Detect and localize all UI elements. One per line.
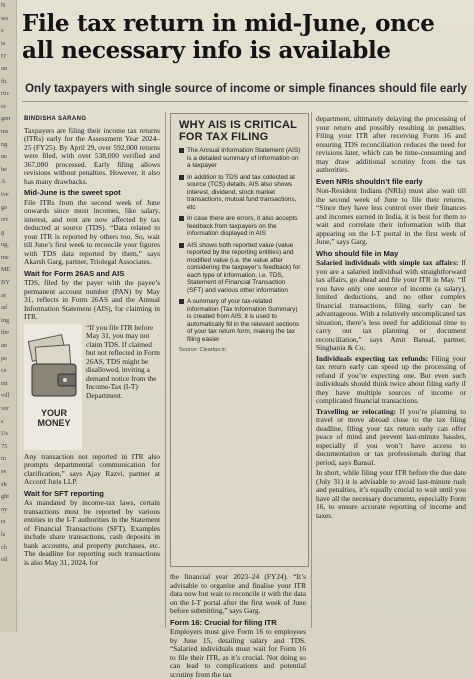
strip-fragment: ME [1,266,11,274]
strip-fragment: ive [1,190,9,198]
strip-fragment: sh [1,480,7,488]
strip-fragment: ght [1,493,10,501]
paragraph-departmental-communication: Any transaction not reported in ITR also prompts departmental communication for clarification,” says Ajay Razvi, partner at Accord Juris LLP. [24,451,160,486]
strip-fragment: ce [1,367,7,375]
strip-fragment: ort [1,216,8,224]
strip-fragment: gen [1,115,11,123]
ais-box-item: The Annual Information Statement (AIS) is a detailed summary of information on a taxpayer [179,147,303,170]
strip-fragment: is [1,39,6,47]
strip-fragment: ga [1,203,7,211]
section-heading-who-files-may: Who should file in May [316,248,399,258]
paragraph-in-short: In short, while filing your ITR before the due date (July 31) it is advisable to avoid last-minute rush and penalties, it’s equally crucial to wait until you have all the necessary documents, especially Form 16, to ensure accurate reporting of income and taxes. [316,468,466,520]
strip-fragment: me [1,253,9,261]
your-money-logo: YOUR MONEY [37,407,71,428]
section-heading-sft: Wait for SFT reporting [24,488,104,498]
lead-in-refunds: Individuals expecting tax refunds: [316,353,429,363]
strip-fragment: s [1,417,4,425]
paragraph-form-16: Employers must give Form 16 to employees by June 15, detailing salary and TDS. “Salaried individuals must wait for Form 16 to file their ITR, as it’s crucial. Not doing so can lead to complications and potential scrutiny from the tax [170,627,306,679]
article-subheadline: Only taxpayers with single source of income or simple finances should file early [25,82,467,95]
strip-fragment: ny [1,505,8,513]
paragraph-form-26as: TDS, filed by the payer with the payee’s permanent account number (PAN) by May 31, reflects in Form 26AS and the Annual Information Statement (AIS), for claiming in ITR. [24,278,160,321]
strip-fragment: ls [1,530,6,538]
strip-fragment: oil [1,556,8,564]
strip-fragment: ver [1,405,10,412]
strip-fragment: m [1,455,6,463]
paragraph-salaried [316,259,466,353]
ais-info-box [170,113,309,567]
strip-fragment: ne [1,153,7,161]
paragraph-refunds [316,355,466,406]
section-heading-mid-june: Mid-June is the sweet spot [24,188,121,197]
ais-box-item: A summary of your tax-related information (Tax Information Summary) is created from AIS; it is used to automatically fill in the relevant sections of your tax return form, making the tax filing easier [179,298,303,343]
strip-fragment: he [1,165,7,173]
paragraph-tds-claim: “If you file ITR before May 31, you may not claim TDS. If claimed but not reflected in Form 26AS, TDS might be disallowed, inviting a demand notice from the Income-Tax (I-T) Department. [86,322,160,400]
strip-fragment: ing [1,316,10,324]
strip-fragment: on [1,64,8,72]
intro-paragraph: Taxpayers are filing their income tax returns (ITRs) early for the Assessment Year 2024–25 (FY25). By April 29, over 592,000 returns were filed, with over 538,000 verified and 367,000 processed. Early filing allows revisions without penalties. However, it also has many drawbacks. [24,125,160,186]
column-rule-2 [311,112,312,628]
strip-fragment: we [1,14,9,22]
strip-fragment: vill [1,392,10,400]
strip-fragment: ch [1,543,7,551]
text-travelling: If you’re planning to travel or move abroad close to the tax filing deadline, filing your tax return early can offer peace of mind and prevent last-minute hassles, especially if you won’t have access to documentation or tax professionals during that period, says Bansal. [316,406,466,467]
section-heading-form-16: Form 16: Crucial for filing ITR [170,617,277,627]
strip-fragment: iler [1,329,10,337]
strip-fragment: ar [1,291,6,299]
article-headline: File tax return in mid-June, once all necessary info is available [22,10,435,64]
strip-fragment: th. [1,77,8,85]
strip-fragment: A [1,178,6,186]
your-money-inset [24,324,160,450]
ais-box-item: AIS shows both reported value (value reported by the reporting entities) and modified value (i.e. the value after considering the taxpayer’s feedback) for each type of information, i.e. TDS, Statement of Financial Transaction (SFT) and various other information [179,242,303,295]
strip-fragment: pe [1,354,7,362]
strip-fragment: ry [1,52,7,60]
strip-fragment: Us [1,430,8,438]
section-heading-form-26as: Wait for Form 26AS and AIS [24,268,125,278]
section-heading-nris: Even NRIs shouldn’t file early [316,176,423,186]
article-column-2-bottom [170,572,306,679]
money-illustration [24,324,82,450]
ais-box-item: In case there are errors, it also accepts feedback from taxpayers on the information displayed in AIS [179,215,303,238]
text-salaried: If you are a salaried individual with straightforward tax affairs, go ahead and file your ITR in May. “If you have only one source of income (a salary), limited deductions, and no other complex financial transactions, filing early can be advantageous. With a relatively uncomplicated tax situation, there’s less need for additional time to carry out tax planning or document reconciliation,” says Amit Bansal, partner, Singhania & Co. [316,258,466,352]
paragraph-mid-june: File ITRs from the second week of June onwards since most incomes, like salary, interest, and rent are now affected by tax deducted at source (TDS). “Data related to your ITR is reported by others too. So, wait till June’s first week to reconcile your figures with TDS data reported by them,” says Akarsh Garg, partner, Triolegal Associates. [24,197,160,266]
strip-fragment: BY [1,279,10,287]
byline: BINDISHA SARANG [24,116,87,122]
strip-fragment: 75 [1,442,8,450]
lead-in-salaried: Salaried individuals with simple tax affairs: [316,258,459,267]
wallet-icon [24,324,82,450]
strip-fragment: mt [1,379,8,387]
strip-fragment: ms [1,127,9,135]
strip-fragment: ad [1,304,7,312]
strip-fragment: ng, [1,241,9,249]
strip-fragment: rs [1,518,6,526]
lead-in-travelling: Travelling or relocating: [316,406,397,416]
strip-fragment: re [1,102,6,110]
text-refunds: Filing your tax return early can speed up the processing of refund if you’re expecting one. But even such individuals should think twice about filing early if they have multiple sources of income or complicated financial transactions. [316,353,466,405]
article-column-3 [316,115,466,627]
strip-fragment: s [1,27,4,35]
paragraph-finalise-data: the financial year 2023–24 (FY24). “It’s advisable to organise and finalise your ITR data now but wait to reconcile it with the data on the I-T portal after the first week of June before submitting,” says Garg. [170,572,306,615]
strip-fragment: es [1,467,7,475]
strip-fragment: ng [1,140,8,148]
paragraph-department-delay: department, ultimately delaying the processing of your return and possibly resulting in penalties. Filing your ITR after receiving Form 16 and ensuring TDS reconciliation reduces the need for revisions later, which can be time-consuming and may draw additional scrutiny from the tax authorities. [316,114,466,174]
strip-fragment: g [1,228,5,236]
strip-fragment: an [1,342,7,350]
paragraph-nris: Non-Resident Indians (NRIs) must also wait till the second week of June to file their returns. “Since they have less control over their finances and incomes earned in India, it is best for them to wait and correlate their information with that appearing on the I-T portal in the first week of June,” says Garg. [316,186,466,246]
paragraph-travelling [316,408,466,468]
ais-box-source: Source: Cleartax.in [179,347,226,353]
strip-fragment: N [1,2,6,9]
ais-box-item: In addition to TDS and tax collected at source (TCS) details, AIS also shows interest, dividend, stock market transactions, mutual fund transactions, etc [179,174,303,212]
adjacent-column-strip [0,0,17,632]
headline-rule [22,101,468,102]
strip-fragment: rtic [1,90,10,98]
column-rule-1 [165,112,166,628]
paragraph-sft: As mandated by income-tax laws, certain transactions must be reported by various entities to the I-T authorities in the Statement of Financial Transactions (SFT). Examples include share transactions, cash deposits in bank accounts, and property purchases, etc. The deadline for reporting such transactions is also May 31, 2024, for [24,498,160,567]
article-column-1 [24,115,160,627]
ais-box-title: WHY AIS IS CRITICAL FOR TAX FILING [179,119,297,143]
